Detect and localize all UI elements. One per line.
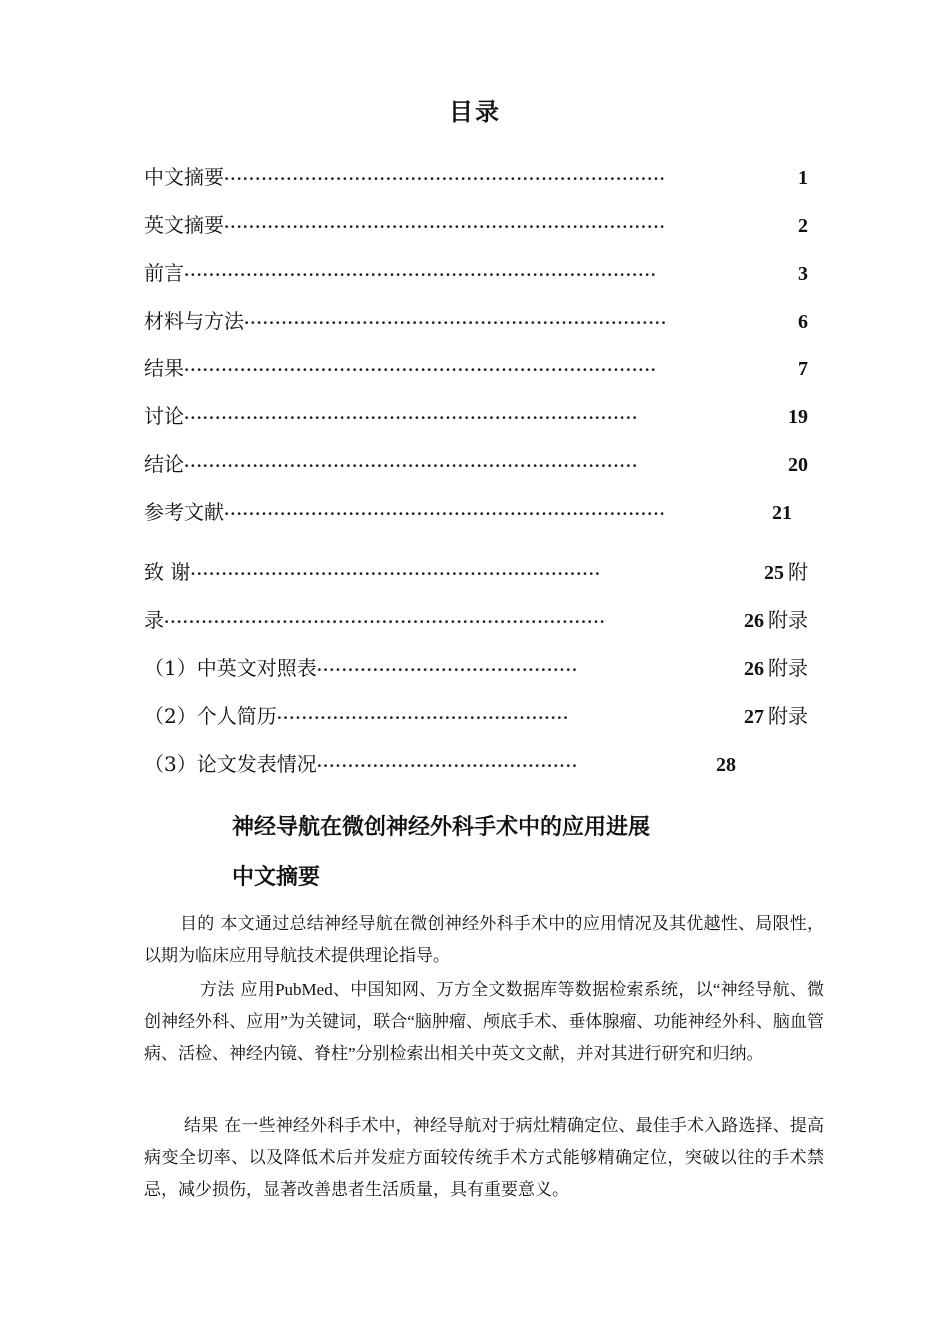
toc-entry[interactable] [144,749,736,779]
toc-page-number: 26 [744,658,764,680]
toc-entry[interactable] [144,449,808,479]
toc-entry-label: 结论 [144,452,184,476]
abstract-paragraph-results [144,1110,824,1206]
toc-entry-label: （1）中英文对照表 [144,656,317,680]
paper-title: 神经导航在微创神经外科手术中的应用进展 [232,815,651,840]
toc-page-number: 2 [798,215,808,237]
toc-page-number: 28 [716,754,736,776]
toc-entry-label: （3）论文发表情况 [144,752,317,776]
toc-page-number: 3 [798,263,808,285]
toc-trailing-text: 附录 [768,704,808,728]
paragraph-text: 在一些神经外科手术中，神经导航对于病灶精确定位、最佳手术入路选择、提高病变全切率、以及降低术后并发症方面较传统手术方式能够精确定位，突破以往的手术禁忌，减少损伤，显著改善患者生活质量，具有重要意义。 [144,1116,825,1200]
toc-leader-dots: ······································································· [224,170,666,188]
paragraph-lead: 目的 [180,914,215,934]
toc-leader-dots: ·································································· [190,565,602,583]
abstract-paragraph-objective [144,908,824,972]
toc-entry-label: 英文摘要 [144,213,224,237]
toc-page-number: 21 [772,502,792,524]
toc-entry-label: 参考文献 [144,500,224,524]
toc-entry[interactable] [144,701,808,731]
toc-page-number: 6 [798,311,808,333]
toc-entry[interactable] [144,306,808,336]
abstract-heading: 中文摘要 [232,865,321,890]
toc-leader-dots: ······································································· [164,613,606,631]
toc-page-number: 25 [764,562,784,584]
toc-entry[interactable] [144,162,808,192]
toc-leader-dots: ······································································· [224,218,666,236]
toc-leader-dots: ·········································· [316,661,579,679]
paragraph-lead: 方法 [200,980,235,1000]
toc-entry[interactable] [144,497,792,527]
toc-entry-label: 结果 [144,356,184,380]
toc-leader-dots: ············································································ [184,361,657,379]
toc-entry-label: 材料与方法 [144,309,244,333]
toc-leader-dots: ········································································· [184,409,639,427]
paragraph-text: 应用PubMed、中国知网、万方全文数据库等数据检索系统，以“神经导航、微创神经外科、应用”为关键词，联合“脑肿瘤、颅底手术、垂体腺瘤、功能神经外科、脑血管病、活检、神经内镜、脊柱”分别检索出相关中英文文献，并对其进行研究和归纳。 [144,980,824,1063]
toc-trailing-text: 附 [788,560,808,584]
toc-entry[interactable] [144,653,808,683]
toc-trailing-text: 附录 [768,656,808,680]
toc-page-number: 20 [788,454,808,476]
paragraph-text: 本文通过总结神经导航在微创神经外科手术中的应用情况及其优越性、局限性，以期为临床应用导航技术提供理论指导。 [144,914,824,966]
toc-entry[interactable] [144,401,808,431]
toc-entry-label: 中文摘要 [144,165,224,189]
toc-leader-dots: ···································································· [244,314,668,332]
toc-page-number: 1 [798,167,808,189]
toc-entry-label: 致 谢 [144,560,191,584]
abstract-paragraph-methods [144,974,824,1070]
toc-entry[interactable] [144,210,808,240]
toc-leader-dots: ············································································ [184,266,657,284]
toc-trailing-text: 附录 [768,608,808,632]
toc-entry-label: （2）个人简历 [144,704,277,728]
toc-leader-dots: ··············································· [276,709,570,727]
toc-entry-label: 讨论 [144,404,184,428]
toc-entry[interactable] [144,557,808,587]
toc-entry-label: 前言 [144,261,184,285]
toc-entry-label: 录 [144,608,164,632]
toc-page-number: 26 [744,610,764,632]
toc-leader-dots: ······································································· [224,505,666,523]
toc-page-number: 7 [798,358,808,380]
toc-entry[interactable] [144,353,808,383]
toc-entry[interactable] [144,258,808,288]
toc-entry[interactable] [144,605,808,635]
toc-page-number: 19 [788,406,808,428]
toc-leader-dots: ·········································· [316,757,579,775]
paragraph-lead: 结果 [184,1116,219,1136]
toc-title: 目录 [449,98,501,126]
toc-leader-dots: ········································································· [184,457,639,475]
toc-page-number: 27 [744,706,764,728]
